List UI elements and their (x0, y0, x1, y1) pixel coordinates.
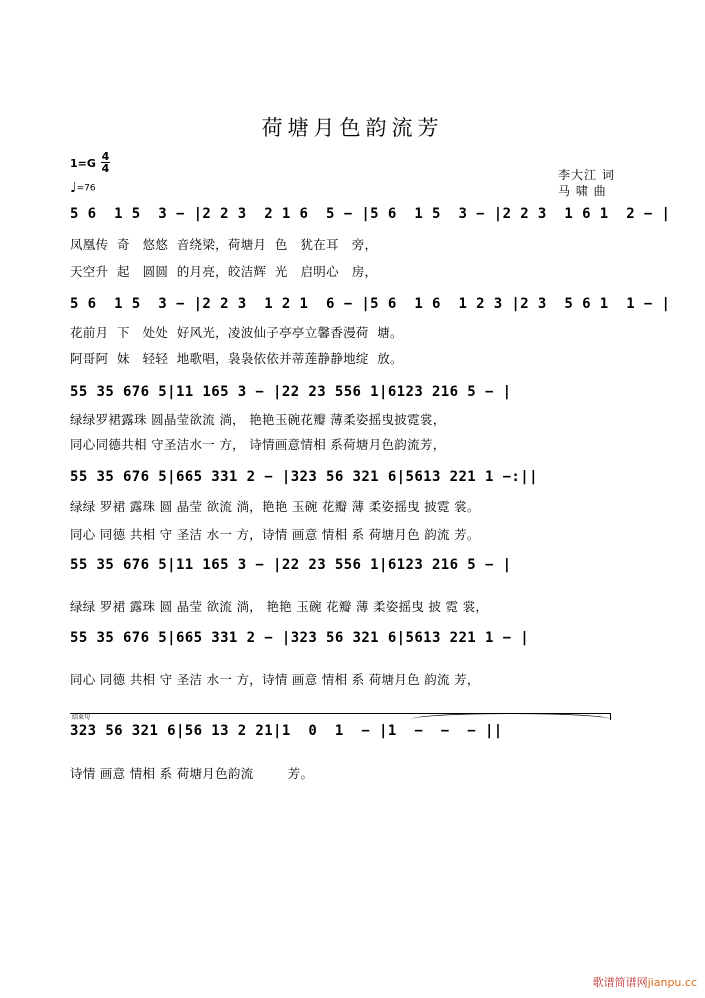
quarter-note-icon: ♩ (70, 180, 77, 196)
lyric-line-1b: 天空升 起 圆圆 的月亮，皎洁辉 光 启明心 房， (70, 264, 378, 279)
lyric-line-2b: 阿哥阿 妹 轻轻 地歌唱，袅袅依依并蒂莲静静地绽 放。 (70, 351, 403, 366)
ending-marker: 结束句 (72, 714, 91, 721)
lyric-line-3b: 同心同德共相 守圣洁水一 方， 诗情画意情相 系荷塘月色韵流芳， (70, 437, 446, 452)
composer-credit: 马 啸 曲 (558, 184, 607, 198)
music-line-4: 55 35 676 5|665 331 2 − |323 56 321 6|5613 221 1 −:|| (70, 469, 538, 485)
site-watermark (593, 974, 697, 990)
watermark-cn: 歌谱简谱网 (592, 976, 648, 989)
music-line-1: 5 6 1 5 3 − |2 2 3 2 1 6 5 − |5 6 1 5 3 − |2 2 3 1 6 1 2 − | (70, 206, 671, 222)
lyric-line-2a: 花前月 下 处处 好风光，凌波仙子亭亭立馨香漫荷 塘。 (70, 325, 403, 340)
lyric-line-4a: 绿绿 罗裙 露珠 圆 晶莹 欲流 淌，艳艳 玉碗 花瓣 薄 柔姿摇曳 披霓 裳。 (70, 499, 480, 514)
lyric-line-1a: 凤凰传 奇 悠悠 音绕梁，荷塘月 色 犹在耳 旁， (70, 237, 378, 252)
time-top: 4 (101, 150, 110, 163)
lyric-line-5: 绿绿 罗裙 露珠 圆 晶莹 欲流 淌， 艳艳 玉碗 花瓣 薄 柔姿摇曳 披 霓 裳， (70, 599, 489, 614)
music-line-7: 323 56 321 6|56 13 2 21|1 0 1 − |1 − − − || (70, 723, 503, 739)
time-signature (101, 151, 110, 174)
music-line-5: 55 35 676 5|11 165 3 − |22 23 556 1|6123 216 5 − | (70, 557, 512, 573)
lyric-line-4b: 同心 同德 共相 守 圣洁 水一 方，诗情 画意 情相 系 荷塘月色 韵流 芳。 (70, 527, 480, 542)
lyric-line-7: 诗情 画意 情相 系 荷塘月色韵流 芳。 (70, 766, 314, 781)
key-signature: 1=G (70, 157, 96, 170)
lyricist-credit: 李大江 词 (558, 168, 615, 182)
time-bottom: 4 (101, 162, 110, 175)
music-line-2: 5 6 1 5 3 − |2 2 3 1 2 1 6 − |5 6 1 6 1 2 3 |2 3 5 6 1 1 − | (70, 296, 671, 312)
music-line-6: 55 35 676 5|665 331 2 − |323 56 321 6|5613 221 1 − | (70, 630, 530, 646)
lyric-line-6: 同心 同德 共相 守 圣洁 水一 方，诗情 画意 情相 系 荷塘月色 韵流 芳， (70, 672, 480, 687)
score-title: 荷塘月色韵流芳 (261, 116, 444, 140)
tempo-mark (70, 180, 96, 196)
tempo-value: =76 (76, 183, 96, 194)
lyric-line-3a: 绿绿罗裙露珠 圆晶莹欲流 淌， 艳艳玉碗花瓣 薄柔姿摇曳披霓裳， (70, 412, 446, 427)
watermark-en: jianpu.cc (647, 976, 697, 989)
music-line-3: 55 35 676 5|11 165 3 − |22 23 556 1|6123 216 5 − | (70, 384, 512, 400)
